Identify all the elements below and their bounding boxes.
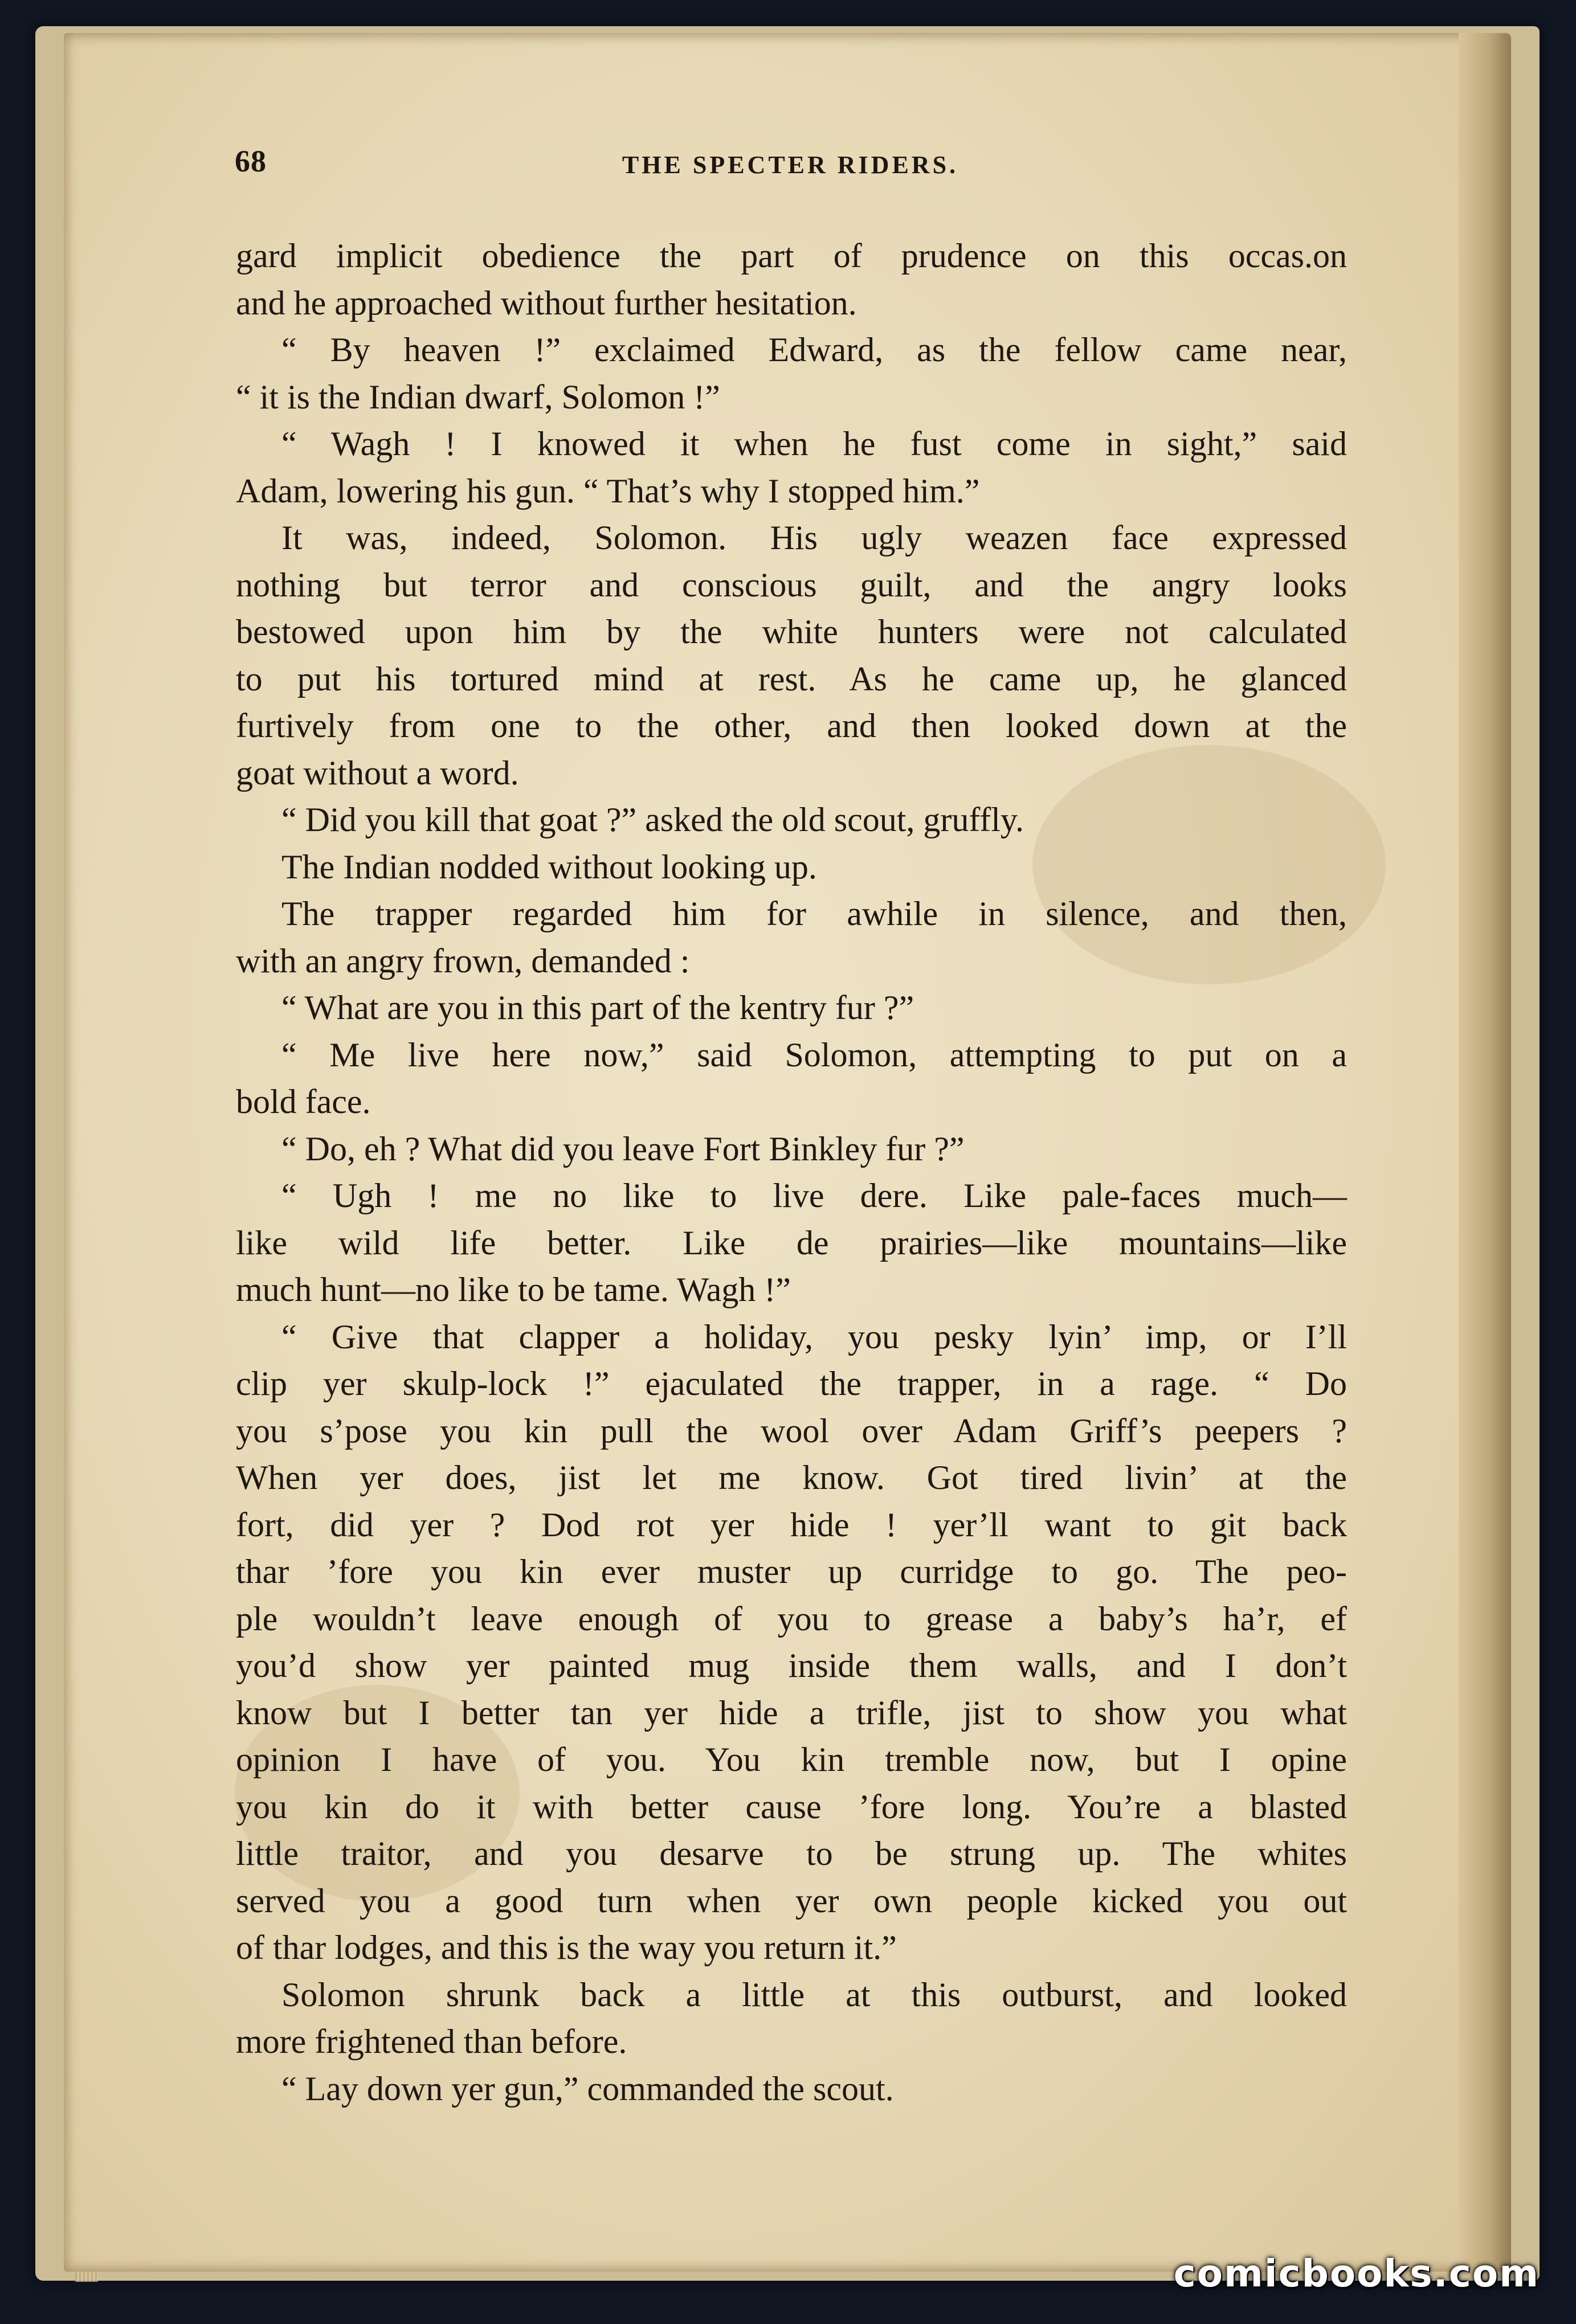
text-line: little traitor, and you desarve to be strung up. The whites (236, 1835, 1347, 1872)
text-line: of thar lodges, and this is the way you return it.” (236, 1929, 897, 1966)
text-line: bestowed upon him by the white hunters were not calculated (236, 613, 1347, 650)
text-line: “ Me live here now,” said Solomon, attempting to put on a (281, 1036, 1347, 1074)
text-line: know but I better tan yer hide a trifle, jist to show you what (236, 1693, 1347, 1732)
text-line: “ Lay down yer gun,” commanded the scout. (281, 2069, 894, 2108)
text-line: opinion I have of you. You kin tremble now, but I opine (236, 1741, 1347, 1778)
text-line: bold face. (236, 1083, 371, 1120)
text-line: “ Give that clapper a holiday, you pesky lyin’ imp, or I’ll (281, 1318, 1347, 1356)
text-line: like wild life better. Like de prairies—like mountains—like (236, 1224, 1347, 1262)
text-line: Solomon shrunk back a little at this outburst, and looked (281, 1975, 1347, 2014)
page-gutter-shadow (1459, 33, 1511, 2272)
text-line: gard implicit obedience the part of prudence on this occas.on (236, 237, 1347, 275)
text-line: “ it is the Indian dwarf, Solomon !” (236, 378, 720, 416)
page-header (235, 144, 1346, 189)
text-line: “ By heaven !” exclaimed Edward, as the fellow came near, (281, 331, 1347, 369)
text-line: to put his tortured mind at rest. As he came up, he glanced (236, 660, 1347, 698)
text-line: nothing but terror and conscious guilt, and the angry looks (236, 566, 1347, 604)
running-title: THE SPECTER RIDERS. (622, 151, 959, 179)
text-line: you kin do it with better cause ’fore long. You’re a blasted (236, 1787, 1347, 1826)
text-line: fort, did yer ? Dod rot yer hide ! yer’ll want to git back (236, 1505, 1347, 1544)
text-line: with an angry frown, demanded : (236, 942, 690, 980)
watermark: comicbooks.com (1173, 2252, 1540, 2296)
text-line: “ What are you in this part of the kentry fur ?” (281, 989, 914, 1026)
text-line: “ Did you kill that goat ?” asked the old scout, gruffly. (281, 801, 1024, 838)
text-line: “ Do, eh ? What did you leave Fort Binkley fur ?” (281, 1130, 965, 1168)
text-line: you s’pose you kin pull the wool over Adam Griff’s peepers ? (236, 1411, 1347, 1450)
text-line: thar ’fore you kin ever muster up curridge to go. The peo- (236, 1553, 1347, 1590)
text-line: The Indian nodded without looking up. (281, 848, 817, 886)
text-line: you’d show yer painted mug inside them walls, and I don’t (236, 1647, 1347, 1684)
text-line: The trapper regarded him for awhile in silence, and then, (281, 895, 1347, 932)
text-line: goat without a word. (236, 754, 519, 792)
body-text (236, 232, 1347, 2112)
text-line: “ Ugh ! me no like to live dere. Like pale-faces much— (281, 1177, 1347, 1214)
page-number: 68 (235, 144, 267, 178)
text-line: much hunt—no like to be tame. Wagh !” (236, 1271, 791, 1308)
text-line: served you a good turn when yer own people kicked you out (236, 1881, 1347, 1920)
text-line: and he approached without further hesitation. (236, 284, 857, 322)
text-line: clip yer skulp-lock !” ejaculated the trapper, in a rage. “ Do (236, 1365, 1347, 1402)
text-line: It was, indeed, Solomon. His ugly weazen face expressed (281, 519, 1347, 557)
text-line: Adam, lowering his gun. “ That’s why I stopped him.” (236, 472, 980, 510)
text-line: more frightened than before. (236, 2023, 627, 2060)
text-line: “ Wagh ! I knowed it when he fust come in sight,” said (281, 425, 1347, 463)
text-line: ple wouldn’t leave enough of you to grease a baby’s ha’r, ef (236, 1599, 1347, 1638)
text-line: When yer does, jist let me know. Got tired livin’ at the (236, 1459, 1347, 1496)
text-line: furtively from one to the other, and then looked down at the (236, 707, 1347, 744)
